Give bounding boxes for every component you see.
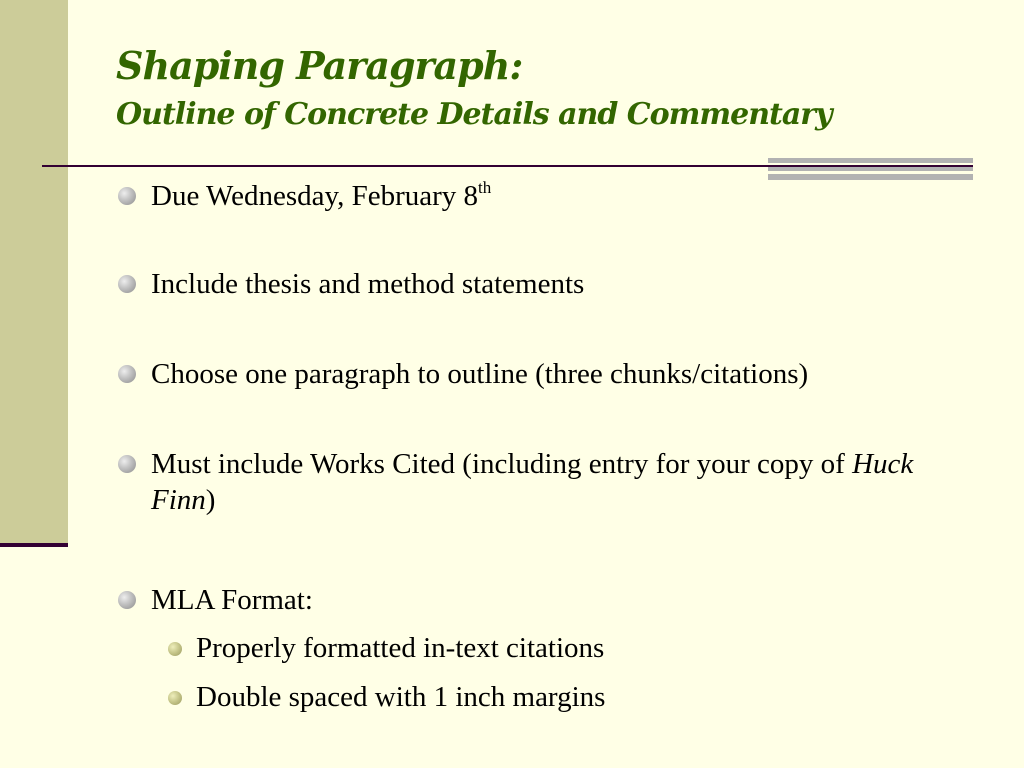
left-decorative-band — [0, 0, 68, 546]
bullet-item — [118, 446, 958, 518]
title-line-2: Outline of Concrete Details and Commentary — [116, 97, 832, 132]
sub-bullet-item — [168, 630, 948, 666]
bullet-item — [118, 178, 958, 214]
slide-title — [116, 40, 832, 138]
book-title: Huck Finn — [151, 448, 914, 516]
bullet-dot-icon — [118, 455, 136, 473]
bullet-text: Include thesis and method statements — [151, 268, 585, 300]
bullet-dot-icon — [118, 591, 136, 609]
bullet-dot-icon — [118, 365, 136, 383]
date-superscript: th — [478, 178, 492, 197]
sub-bullet-text: Double spaced with 1 inch margins — [196, 681, 606, 713]
sub-bullet-item — [168, 679, 948, 715]
sub-bullet-dot-icon — [168, 691, 182, 705]
title-accent-stripes — [768, 158, 973, 180]
accent-stripe — [768, 167, 973, 171]
bullet-text: Due Wednesday, February 8th — [151, 178, 492, 212]
bullet-item — [118, 356, 958, 392]
accent-stripe — [768, 158, 973, 163]
bullet-dot-icon — [118, 187, 136, 205]
sub-bullet-text: Properly formatted in-text citations — [196, 632, 605, 664]
title-line-1: Shaping Paragraph: — [116, 43, 523, 88]
sub-bullet-dot-icon — [168, 642, 182, 656]
bullet-item — [118, 582, 958, 618]
bullet-text: Must include Works Cited (including entry for your copy of Huck Finn) — [151, 448, 914, 516]
bullet-text: MLA Format: — [151, 584, 313, 616]
bullet-dot-icon — [118, 275, 136, 293]
bullet-item — [118, 266, 958, 302]
bullet-text: Choose one paragraph to outline (three chunks/citations) — [151, 358, 809, 390]
left-band-divider — [0, 543, 68, 547]
